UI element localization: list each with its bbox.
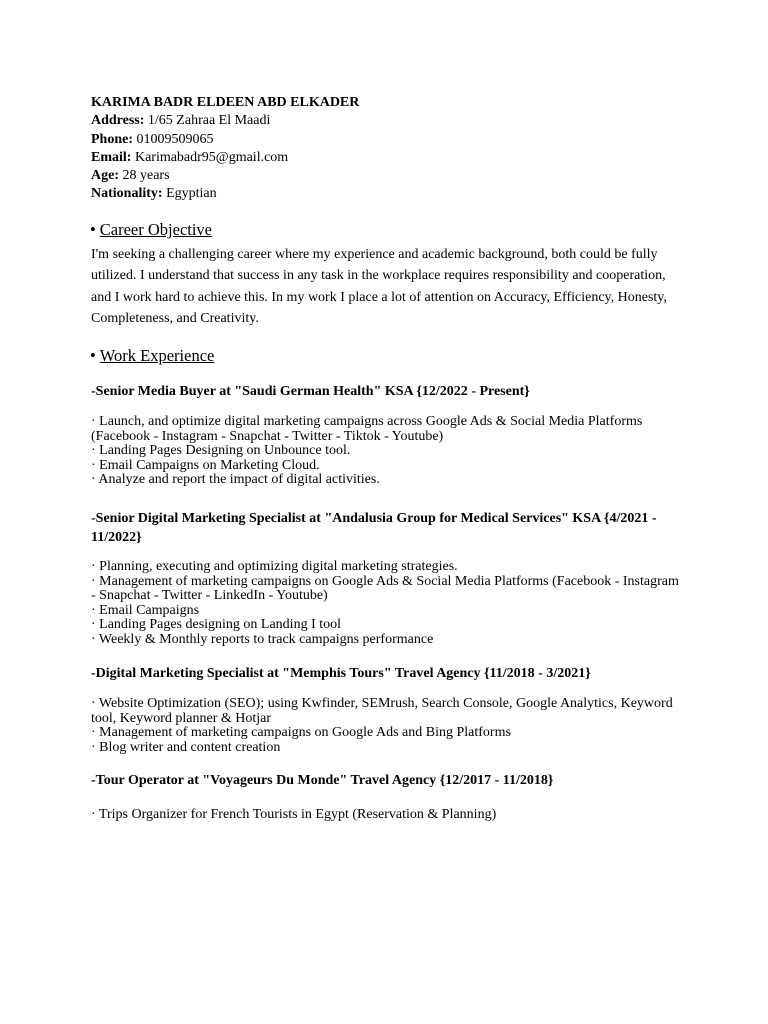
bullet-icon: • <box>90 220 96 239</box>
list-item: · Blog writer and content creation <box>91 739 281 755</box>
list-item: · Email Campaigns on Marketing Cloud. <box>91 457 320 473</box>
job-details <box>91 697 681 755</box>
address-line <box>91 112 691 130</box>
list-item: · Weekly & Monthly reports to track campaigns performance <box>91 631 434 647</box>
job-title: -Senior Media Buyer at "Saudi German Health" KSA {12/2022 - Present} <box>91 384 530 399</box>
phone-line <box>91 131 691 149</box>
job-title: -Tour Operator at "Voyageurs Du Monde" Travel Agency {12/2017 - 11/2018} <box>91 773 554 788</box>
age-value: 28 years <box>122 168 170 184</box>
bullet-icon: • <box>90 346 96 365</box>
job-title: -Senior Digital Marketing Specialist at "Andalusia Group for Medical Services" KSA {4/2021 - 11/2022} <box>91 511 657 545</box>
career-objective-text: I'm seeking a challenging career where my experience and academic background, both could be fully utilized. I understand that success in any task in the workplace requires responsibility and cooperation, and I work hard to achieve this. In my work I place a lot of attention on Accuracy, Efficiency, Honesty, Completeness, and Creativity. <box>91 247 667 326</box>
email-line <box>91 149 691 167</box>
age-label: Age: <box>91 168 119 184</box>
age-line <box>91 167 691 185</box>
contact-block <box>91 94 691 204</box>
job-details <box>91 415 681 488</box>
phone-value: 01009509065 <box>136 131 214 147</box>
phone-label: Phone: <box>91 131 133 147</box>
job-details <box>91 808 681 823</box>
work-experience-heading <box>90 346 214 366</box>
list-item: · Website Optimization (SEO); using Kwfinder, SEMrush, Search Console, Google Analytics, Keyword tool, Keyword planner & Hotjar <box>91 696 673 726</box>
career-objective-heading <box>90 220 212 240</box>
career-objective-title: Career Objective <box>99 220 213 239</box>
list-item: · Trips Organizer for French Tourists in Egypt (Reservation & Planning) <box>91 807 497 822</box>
list-item: · Email Campaigns <box>91 602 200 618</box>
person-name: KARIMA BADR ELDEEN ABD ELKADER <box>91 95 360 110</box>
list-item: · Analyze and report the impact of digital activities. <box>91 472 380 488</box>
list-item: · Management of marketing campaigns on Google Ads & Social Media Platforms (Facebook - Instagram - Snapchat - Twitter - LinkedIn - Youtube) <box>91 573 679 604</box>
list-item: · Landing Pages Designing on Unbounce tool. <box>91 443 351 459</box>
job-title: -Digital Marketing Specialist at "Memphis Tours" Travel Agency {11/2018 - 3/2021} <box>91 666 591 681</box>
list-item: · Launch, and optimize digital marketing campaigns across Google Ads & Social Media Platforms (Facebook - Instagram - Snapchat - Twitter - Tiktok - Youtube) <box>91 414 643 444</box>
list-item: · Management of marketing campaigns on Google Ads and Bing Platforms <box>91 725 511 741</box>
list-item: · Planning, executing and optimizing digital marketing strategies. <box>91 559 458 574</box>
nationality-value: Egyptian <box>166 186 217 202</box>
address-label: Address: <box>91 113 145 129</box>
list-item: · Landing Pages designing on Landing I tool <box>91 617 342 633</box>
nationality-label: Nationality: <box>91 186 163 202</box>
email-value: Karimabadr95@gmail.com <box>134 149 289 165</box>
address-value: 1/65 Zahraa El Maadi <box>147 113 271 129</box>
email-label: Email: <box>91 149 132 165</box>
nationality-line <box>91 185 691 203</box>
job-details <box>91 560 681 648</box>
work-experience-title: Work Experience <box>99 346 215 365</box>
